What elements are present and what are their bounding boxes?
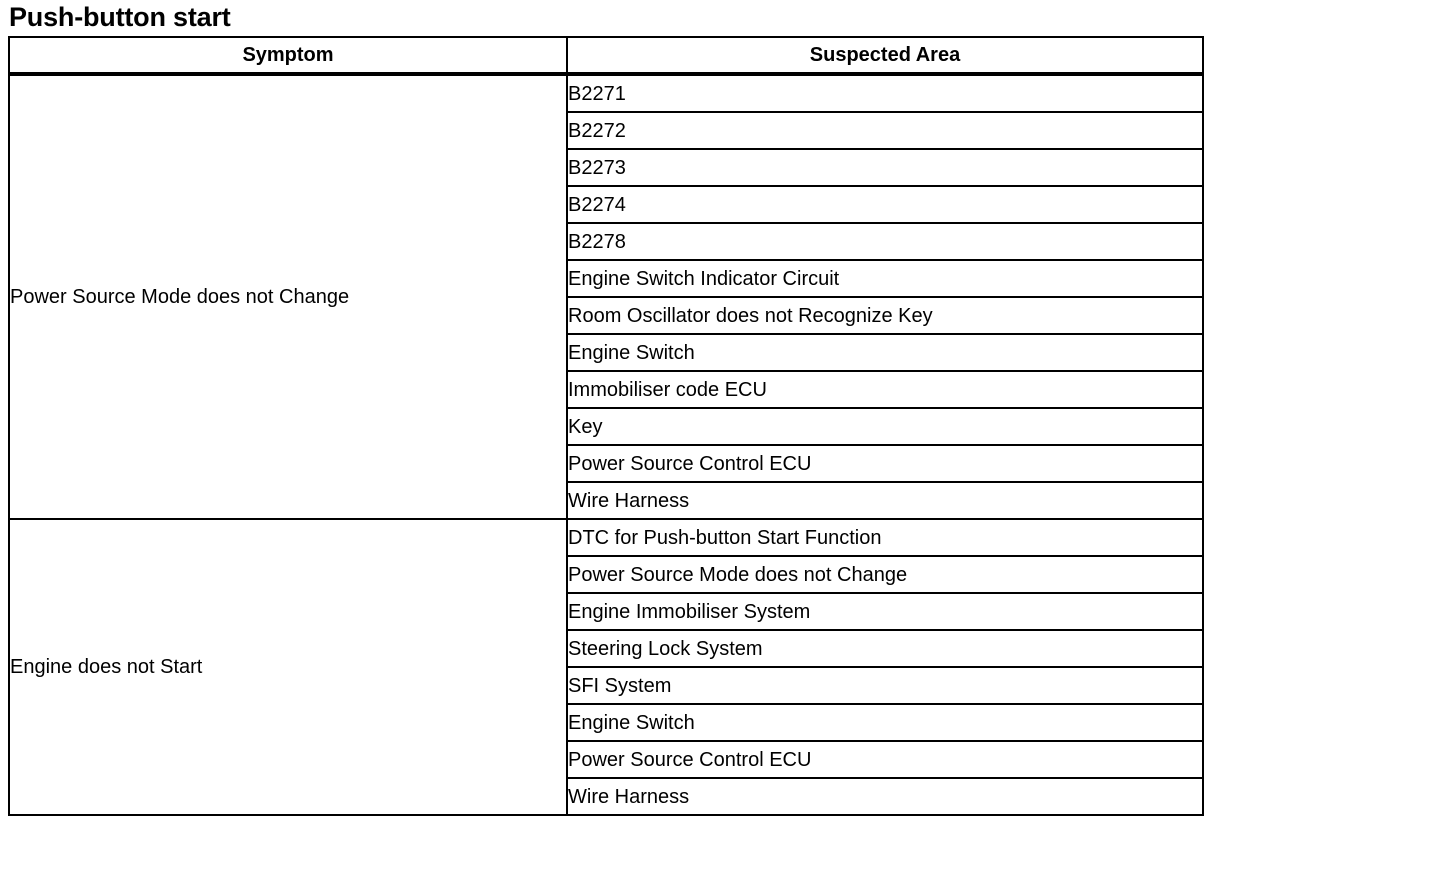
suspected-area-cell: Room Oscillator does not Recognize Key: [567, 297, 1203, 334]
suspected-area-cell: Wire Harness: [567, 778, 1203, 815]
header-suspected-area: Suspected Area: [567, 37, 1203, 74]
table-header-row: [9, 37, 1203, 74]
suspected-area-cell: B2273: [567, 149, 1203, 186]
suspected-area-cell: DTC for Push-button Start Function: [567, 519, 1203, 556]
suspected-area-cell: Engine Immobiliser System: [567, 593, 1203, 630]
suspected-area-cell: B2278: [567, 223, 1203, 260]
suspected-area-cell: Wire Harness: [567, 482, 1203, 519]
suspected-area-cell: Key: [567, 408, 1203, 445]
suspected-area-cell: Power Source Control ECU: [567, 445, 1203, 482]
table-row: [9, 74, 1203, 112]
symptom-cell: Engine does not Start: [9, 519, 567, 815]
table-row: [9, 519, 1203, 556]
suspected-area-cell: Steering Lock System: [567, 630, 1203, 667]
suspected-area-cell: SFI System: [567, 667, 1203, 704]
suspected-area-cell: Engine Switch: [567, 704, 1203, 741]
page-title: Push-button start: [9, 2, 231, 32]
suspected-area-cell: Immobiliser code ECU: [567, 371, 1203, 408]
suspected-area-cell: Power Source Mode does not Change: [567, 556, 1203, 593]
suspected-area-cell: B2272: [567, 112, 1203, 149]
header-symptom: Symptom: [9, 37, 567, 74]
symptom-table: [8, 36, 1204, 816]
suspected-area-cell: Engine Switch: [567, 334, 1203, 371]
symptom-cell: Power Source Mode does not Change: [9, 74, 567, 519]
suspected-area-cell: Engine Switch Indicator Circuit: [567, 260, 1203, 297]
suspected-area-cell: B2271: [567, 74, 1203, 112]
table-body: [9, 74, 1203, 815]
suspected-area-cell: B2274: [567, 186, 1203, 223]
suspected-area-cell: Power Source Control ECU: [567, 741, 1203, 778]
